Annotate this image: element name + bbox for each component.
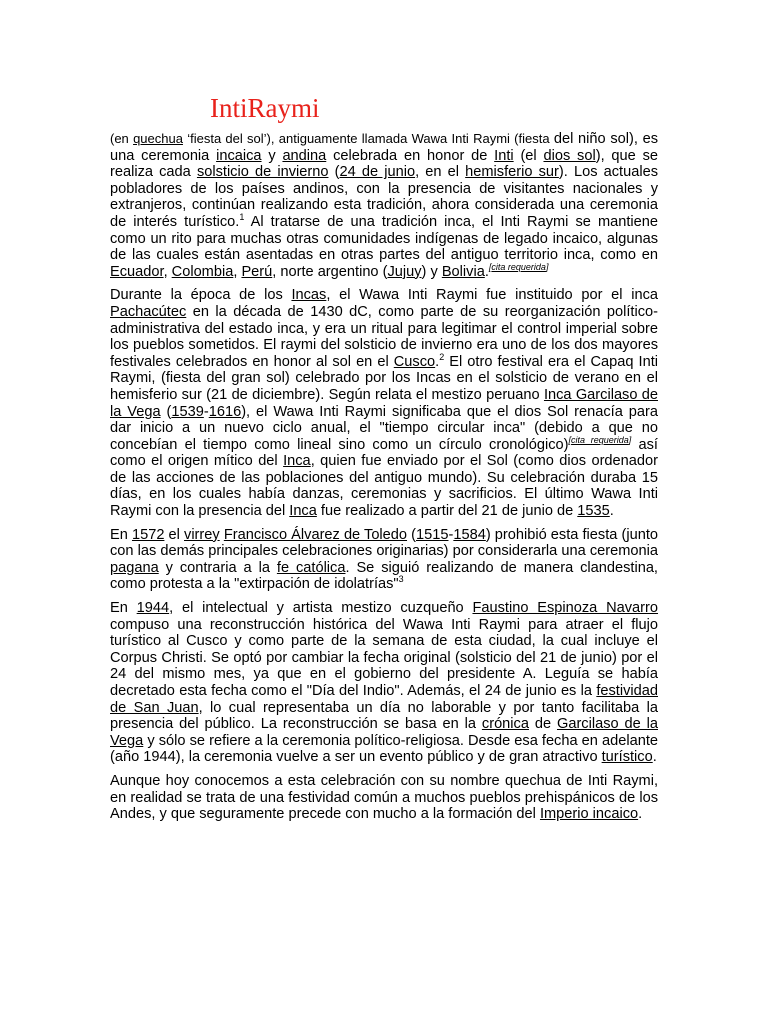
text-run: (en <box>110 131 134 146</box>
wiki-link[interactable]: 1515 <box>416 526 449 543</box>
wiki-link[interactable]: Bolivia <box>441 263 485 280</box>
text-run: (el <box>513 147 544 164</box>
text-run: Durante la época de los <box>110 287 292 304</box>
text-run: y <box>261 147 283 164</box>
text-run: ). Los actuales pobladores de los países andinos, con la presencia de visitantes nacionales y extranjeros, continúan realizando esta tradición, ahora considerada una ceremonia de interés turístico. <box>110 164 658 230</box>
text-run: , en el <box>415 164 466 181</box>
wiki-link[interactable]: 1535 <box>577 503 610 520</box>
text-run: del niño sol), <box>553 131 638 147</box>
text-run: fue realizado a partir del 21 de junio de <box>316 503 578 520</box>
wiki-link[interactable]: quechua <box>133 131 183 146</box>
text-run: . <box>638 806 643 823</box>
text-run: - <box>448 526 454 543</box>
text-run: compuso una reconstrucción histórica del Wawa Inti Raymi para atraer el flujo turístico al Cusco y como parte de la semana de esta ciudad, la cual incluye el Corpus Christi. Se optó por cambiar la fecha original (solsticio del 21 de junio) por el 24 del mismo mes, ya que en el gobierno del presidente A. Leguía se había decretado esta fecha como el "Día del Indio". Además, el 24 de junio es la <box>110 616 658 699</box>
text-run: ‘fiesta del sol’), antiguamente llamada Wawa Inti Raymi (fiesta <box>182 131 554 146</box>
text-run: . <box>609 503 614 520</box>
citation-needed-link[interactable]: cita requerida <box>491 261 546 272</box>
wiki-link[interactable]: Garcilaso de la Vega <box>110 716 659 749</box>
text-run: ) y <box>421 263 442 280</box>
text-run: y contraria a la <box>158 559 277 576</box>
wiki-link[interactable]: Ecuador <box>110 263 164 280</box>
text-run: En <box>110 526 132 543</box>
wiki-link[interactable]: andina <box>282 147 327 164</box>
text-run: . <box>435 353 440 370</box>
citation-bracket: ] <box>545 261 549 272</box>
wiki-link[interactable]: 1539 <box>171 403 204 420</box>
wiki-link[interactable]: Cusco <box>393 353 436 370</box>
text-run: . Se siguió realizando de manera clandestina, como protesta a la "extirpación de idolatrías" <box>110 559 658 593</box>
wiki-link[interactable]: 24 de junio <box>339 164 416 181</box>
citation-bracket: [ <box>488 261 492 272</box>
wiki-link[interactable]: Perú <box>241 263 273 280</box>
text-run: , norte argentino ( <box>272 263 388 280</box>
wiki-link[interactable]: crónica <box>481 716 529 733</box>
page-title: IntiRaymi <box>210 93 320 123</box>
wiki-link[interactable]: festividad de San Juan <box>110 683 658 716</box>
wiki-link[interactable]: solsticio de invierno <box>196 164 329 181</box>
wiki-link[interactable]: virrey <box>184 526 220 543</box>
text-run: , el intelectual y artista mestizo cuzqueño <box>169 600 473 617</box>
text-run: y sólo se refiere a la ceremonia político-religiosa. Desde esa fecha en adelante (año 1944), la ceremonia vuelve a ser un evento público y de gran atractivo <box>110 732 658 766</box>
wiki-link[interactable]: hemisferio sur <box>465 164 559 181</box>
text-run: , el Wawa Inti Raymi fue instituido por el inca <box>326 287 659 304</box>
wiki-link[interactable]: 1572 <box>131 526 165 543</box>
text-run: ( <box>407 526 416 543</box>
paragraph-4 <box>110 600 658 766</box>
text-run: , lo cual representaba un día no laborable y por tanto facilitaba la presencia del público. La reconstrucción se basa en la <box>110 699 658 733</box>
text-run: . <box>484 263 489 280</box>
wiki-link[interactable]: 1616 <box>208 403 242 420</box>
wiki-link[interactable]: incaica <box>216 147 262 164</box>
wiki-link[interactable]: Inca Garcilaso de la Vega <box>110 386 658 420</box>
wiki-link[interactable]: Jujuy <box>387 263 422 280</box>
wiki-link[interactable]: pagana <box>110 559 159 576</box>
wiki-link[interactable]: Faustino Espinoza Navarro <box>472 600 659 617</box>
footnote-ref[interactable]: 3 <box>398 574 404 585</box>
text-run: ( <box>328 164 340 181</box>
wiki-link[interactable]: Pachacútec <box>110 303 187 320</box>
wiki-link[interactable]: Inti <box>494 147 514 164</box>
wiki-link[interactable]: 1944 <box>136 600 170 617</box>
text-run: ), que se realiza cada <box>110 147 658 181</box>
wiki-link[interactable]: Inca <box>283 453 311 470</box>
wiki-link[interactable]: Francisco Álvarez de Toledo <box>223 526 408 543</box>
text-run: el <box>164 526 185 543</box>
wiki-link[interactable]: turístico <box>601 749 653 766</box>
footnote-ref[interactable]: 2 <box>439 351 445 362</box>
footnote-ref[interactable]: 1 <box>239 212 245 223</box>
wiki-link[interactable]: Imperio incaico <box>539 806 639 823</box>
text-run: de <box>528 716 557 733</box>
text-run: ( <box>160 403 172 420</box>
text-run: , <box>233 263 242 280</box>
text-run: Aunque hoy conocemos a esta celebración con su nombre quechua de Inti Raymi, en realidad se trata de una festividad común a muchos pueblos prehispánicos de los Andes, y que seguramente precede con mucho a la formación del <box>110 772 658 823</box>
citation-bracket: [ <box>568 434 572 445</box>
wiki-link[interactable]: 1584 <box>453 526 486 543</box>
text-run: en la década de 1430 dC, como parte de su reorganización político-administrativa del estado inca, y era un ritual para legitimar el control imperial sobre los pueblos sometidos. El raymi del solsticio de invierno era uno de los dos mayores festivales celebrados en honor al sol en el <box>110 303 658 370</box>
paragraph-5 <box>110 773 658 823</box>
wiki-link[interactable]: Incas <box>291 287 327 304</box>
text-run: En <box>110 600 137 617</box>
text-run: El otro festival era el Capaq Inti Raymi, (fiesta del gran sol) celebrado por los Incas en el solsticio de verano en el hemisferio sur (21 de diciembre). Según relata el mestizo peruano <box>110 353 659 403</box>
wiki-link[interactable]: dios sol <box>543 147 596 164</box>
text-run: , <box>163 263 172 280</box>
citation-needed-link[interactable]: cita requerida <box>571 434 629 445</box>
text-run: - <box>203 403 209 420</box>
text-run: ) prohibió esta fiesta (junto con las demás principales celebraciones originarias) por considerarla una ceremonia <box>110 526 658 560</box>
paragraph-2 <box>110 287 658 519</box>
paragraph-3 <box>110 527 658 593</box>
wiki-link[interactable]: fe católica <box>276 559 346 576</box>
text-run: celebrada en honor de <box>326 147 495 164</box>
text-run: , quien fue enviado por el Sol (como dios ordenador de las acciones de las poblaciones del antiguo mundo). Su celebración duraba 15 días, en los cuales había danzas, ceremonias y sacrificios. El último Wawa Inti Raymi con la presencia del <box>110 453 658 520</box>
text-run: ), el Wawa Inti Raymi significaba que el dios Sol renacía para dar inicio a un nuevo ciclo anual, el "tiempo circular inca" (debido a que no concebían el tiempo como lineal sino como un círculo cronológico) <box>110 403 658 453</box>
wiki-link[interactable]: Inca <box>289 503 317 520</box>
text-run: . <box>652 749 657 766</box>
citation-bracket: ] <box>628 434 632 445</box>
text-run: así como el origen mítico del <box>110 436 658 470</box>
wiki-link[interactable]: Colombia <box>171 263 234 280</box>
text-run: es una ceremonia <box>110 131 659 164</box>
text-run: Al tratarse de una tradición inca, el Inti Raymi se mantiene como un rito para muchas otras comunidades indígenas de legado incaico, algunas de las cuales están asentadas en otras partes del antiguo territorio inca, como en <box>110 213 658 264</box>
article-body <box>110 131 658 830</box>
paragraph-1 <box>110 131 658 280</box>
